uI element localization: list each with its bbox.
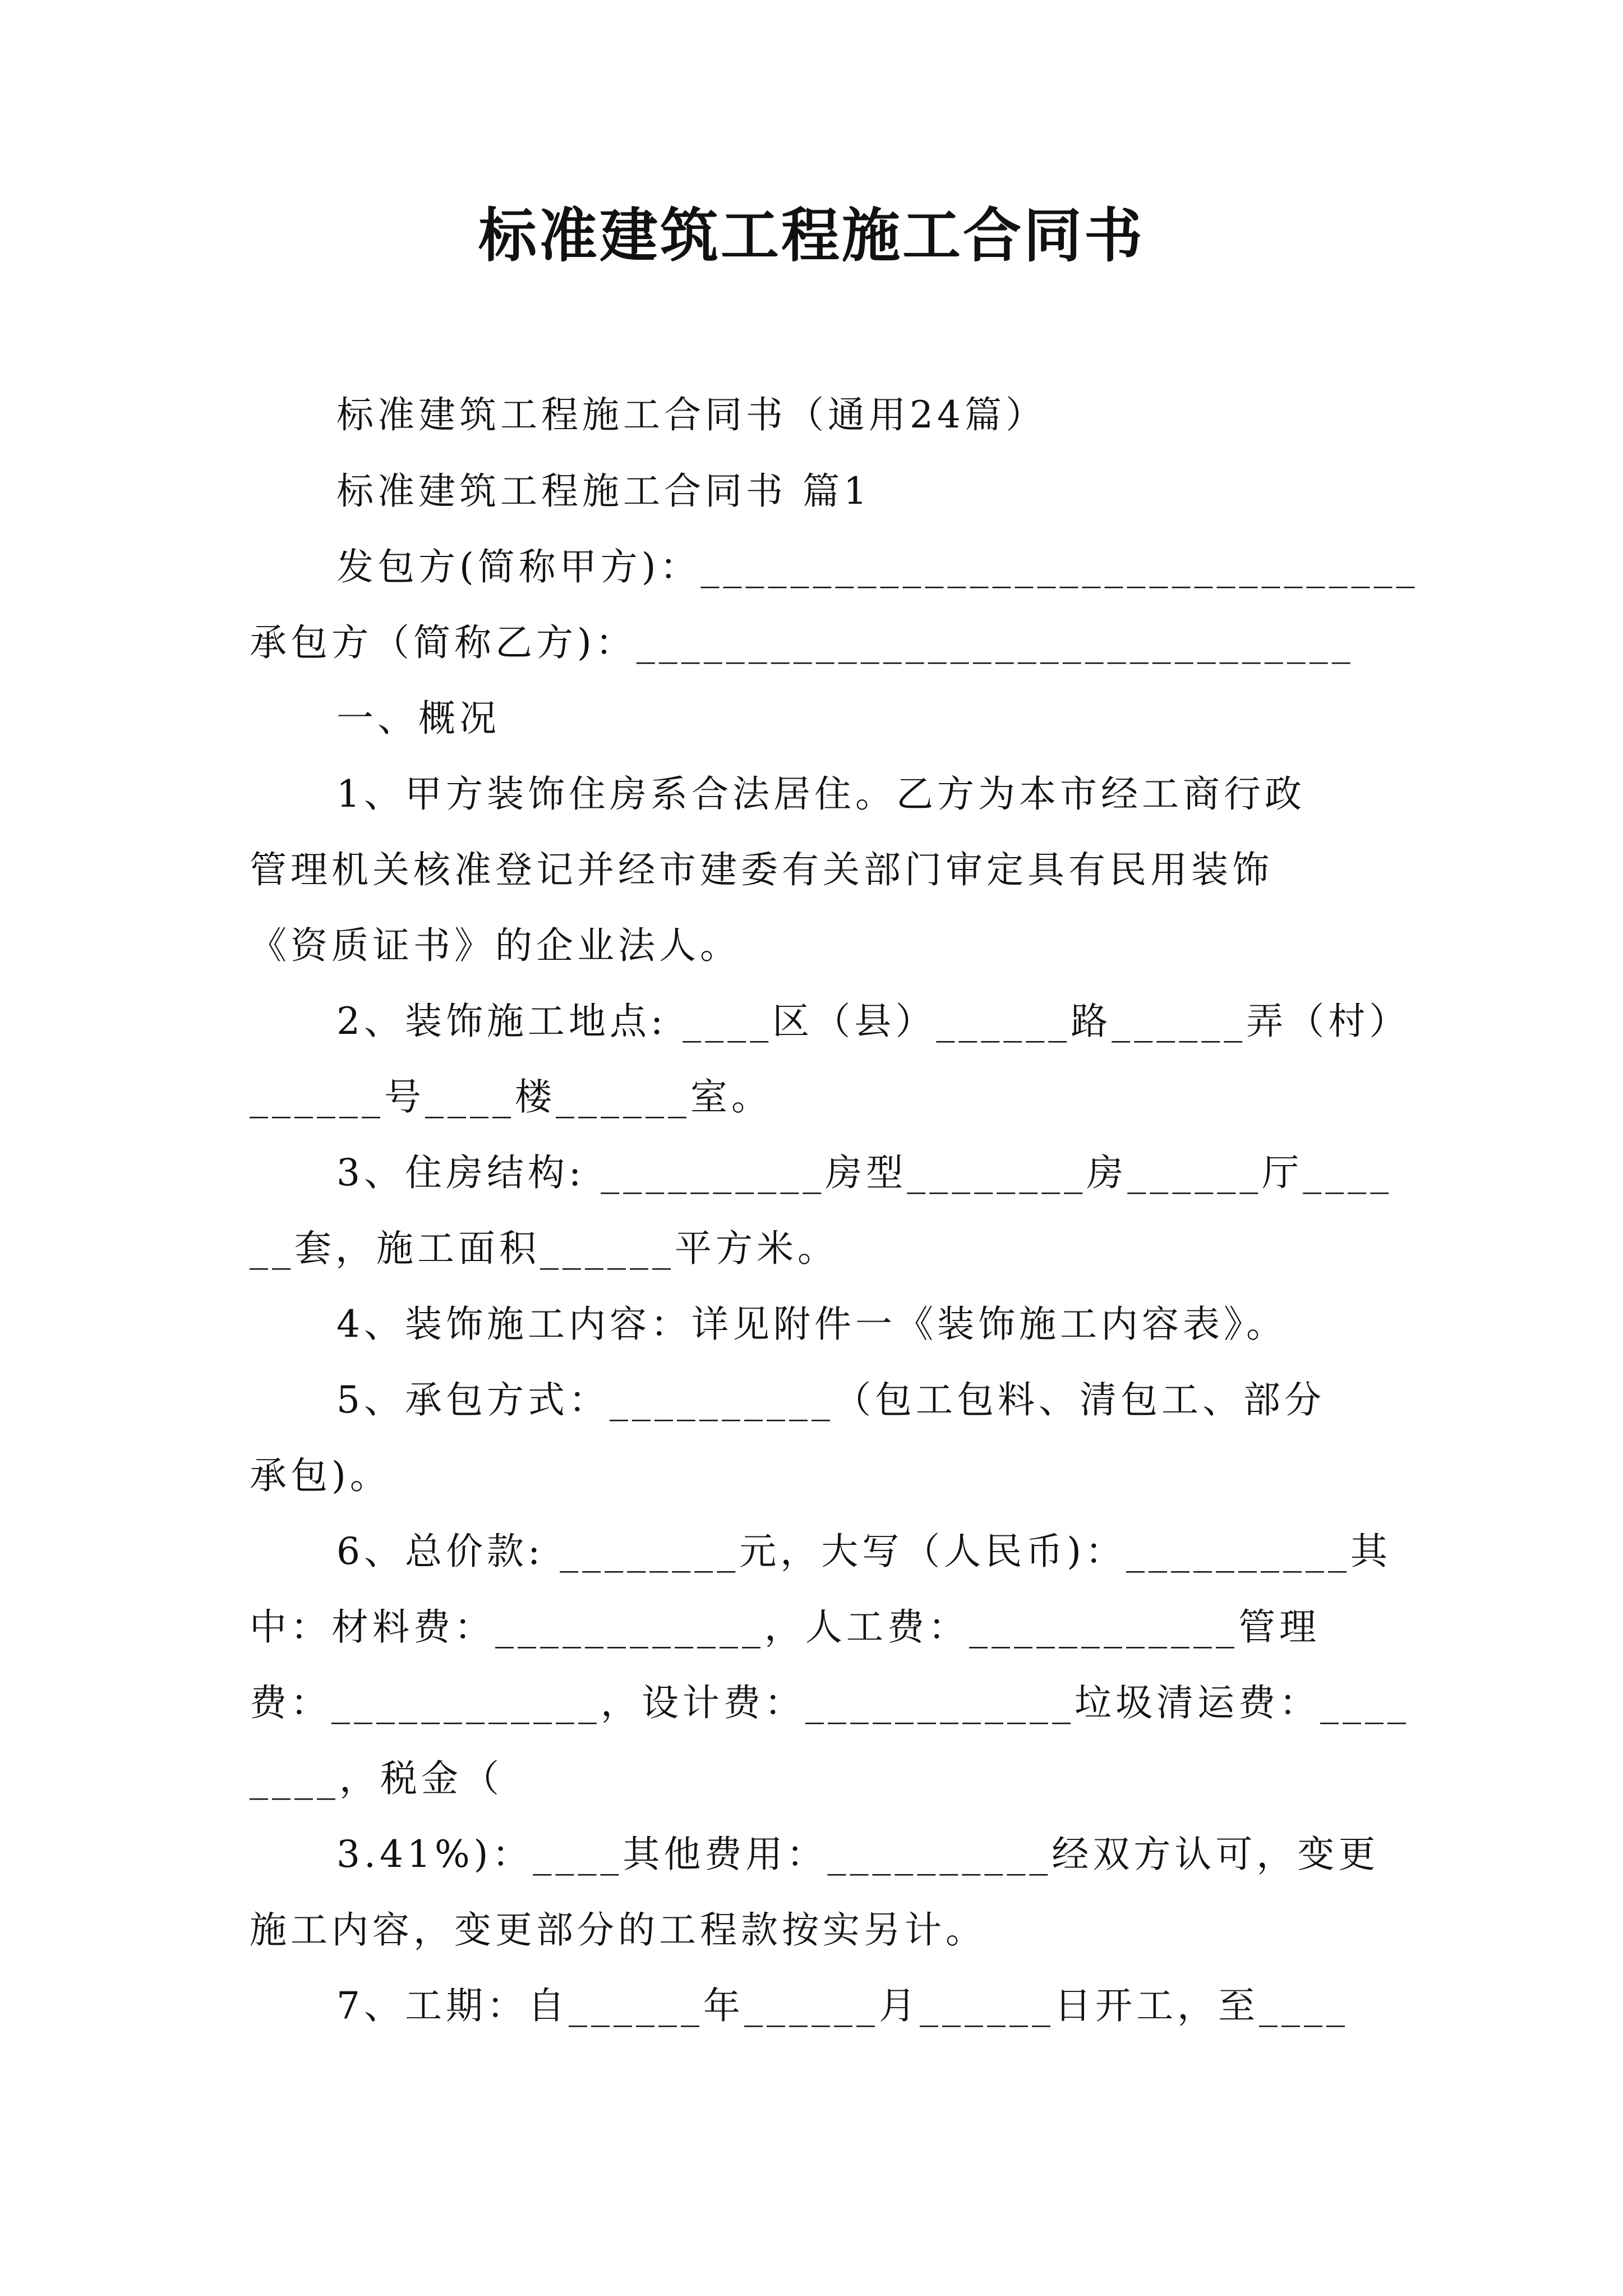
- clause-6-line-3: 费：____________，设计费：____________垃圾清运费：____: [250, 1681, 1410, 1724]
- clause-2-line-1: 2、装饰施工地点: ____区（县）______路______弄（村）: [336, 1000, 1410, 1043]
- clause-6-line-6: 施工内容，变更部分的工程款按实另计。: [250, 1908, 986, 1952]
- clause-3-line-1: 3、住房结构: __________房型________房______厅____: [336, 1151, 1393, 1194]
- overview-heading: 一、概况: [336, 697, 500, 740]
- section-heading: 标准建筑工程施工合同书 篇1: [336, 470, 871, 513]
- clause-6-line-5: 3.41%)：____其他费用：__________经双方认可，变更: [336, 1833, 1380, 1876]
- clause-1-line-3: 《资质证书》的企业法人。: [250, 924, 741, 967]
- document-title: 标准建筑工程施工合同书: [478, 201, 1145, 270]
- clause-6-line-2: 中：材料费：____________，人工费：____________管理: [250, 1605, 1320, 1649]
- clause-4-line: 4、装饰施工内容：详见附件一《装饰施工内容表》。: [336, 1303, 1287, 1346]
- clause-3-line-2: __套，施工面积______平方米。: [250, 1227, 838, 1270]
- clause-6-line-1: 6、总价款: ________元，大写（人民币)：__________其: [336, 1530, 1391, 1573]
- party-b-line: 承包方（简称乙方)：________________________________: [250, 621, 1354, 664]
- party-a-line: 发包方(简称甲方)：________________________________: [336, 545, 1419, 588]
- clause-2-line-2: ______号____楼______室。: [250, 1075, 772, 1119]
- clause-1-line-2: 管理机关核准登记并经市建委有关部门审定具有民用装饰: [250, 848, 1273, 891]
- clause-6-line-4: ____，税金（: [250, 1757, 503, 1800]
- clause-5-line-1: 5、承包方式：__________（包工包料、清包工、部分: [336, 1378, 1325, 1421]
- clause-1-line-1: 1、甲方装饰住房系合法居住。乙方为本市经工商行政: [336, 772, 1306, 816]
- clause-7-line-1: 7、工期：自______年______月______日开工，至____: [336, 1984, 1349, 2027]
- subtitle-line: 标准建筑工程施工合同书（通用24篇）: [336, 393, 1046, 436]
- clause-5-line-2: 承包)。: [250, 1454, 391, 1497]
